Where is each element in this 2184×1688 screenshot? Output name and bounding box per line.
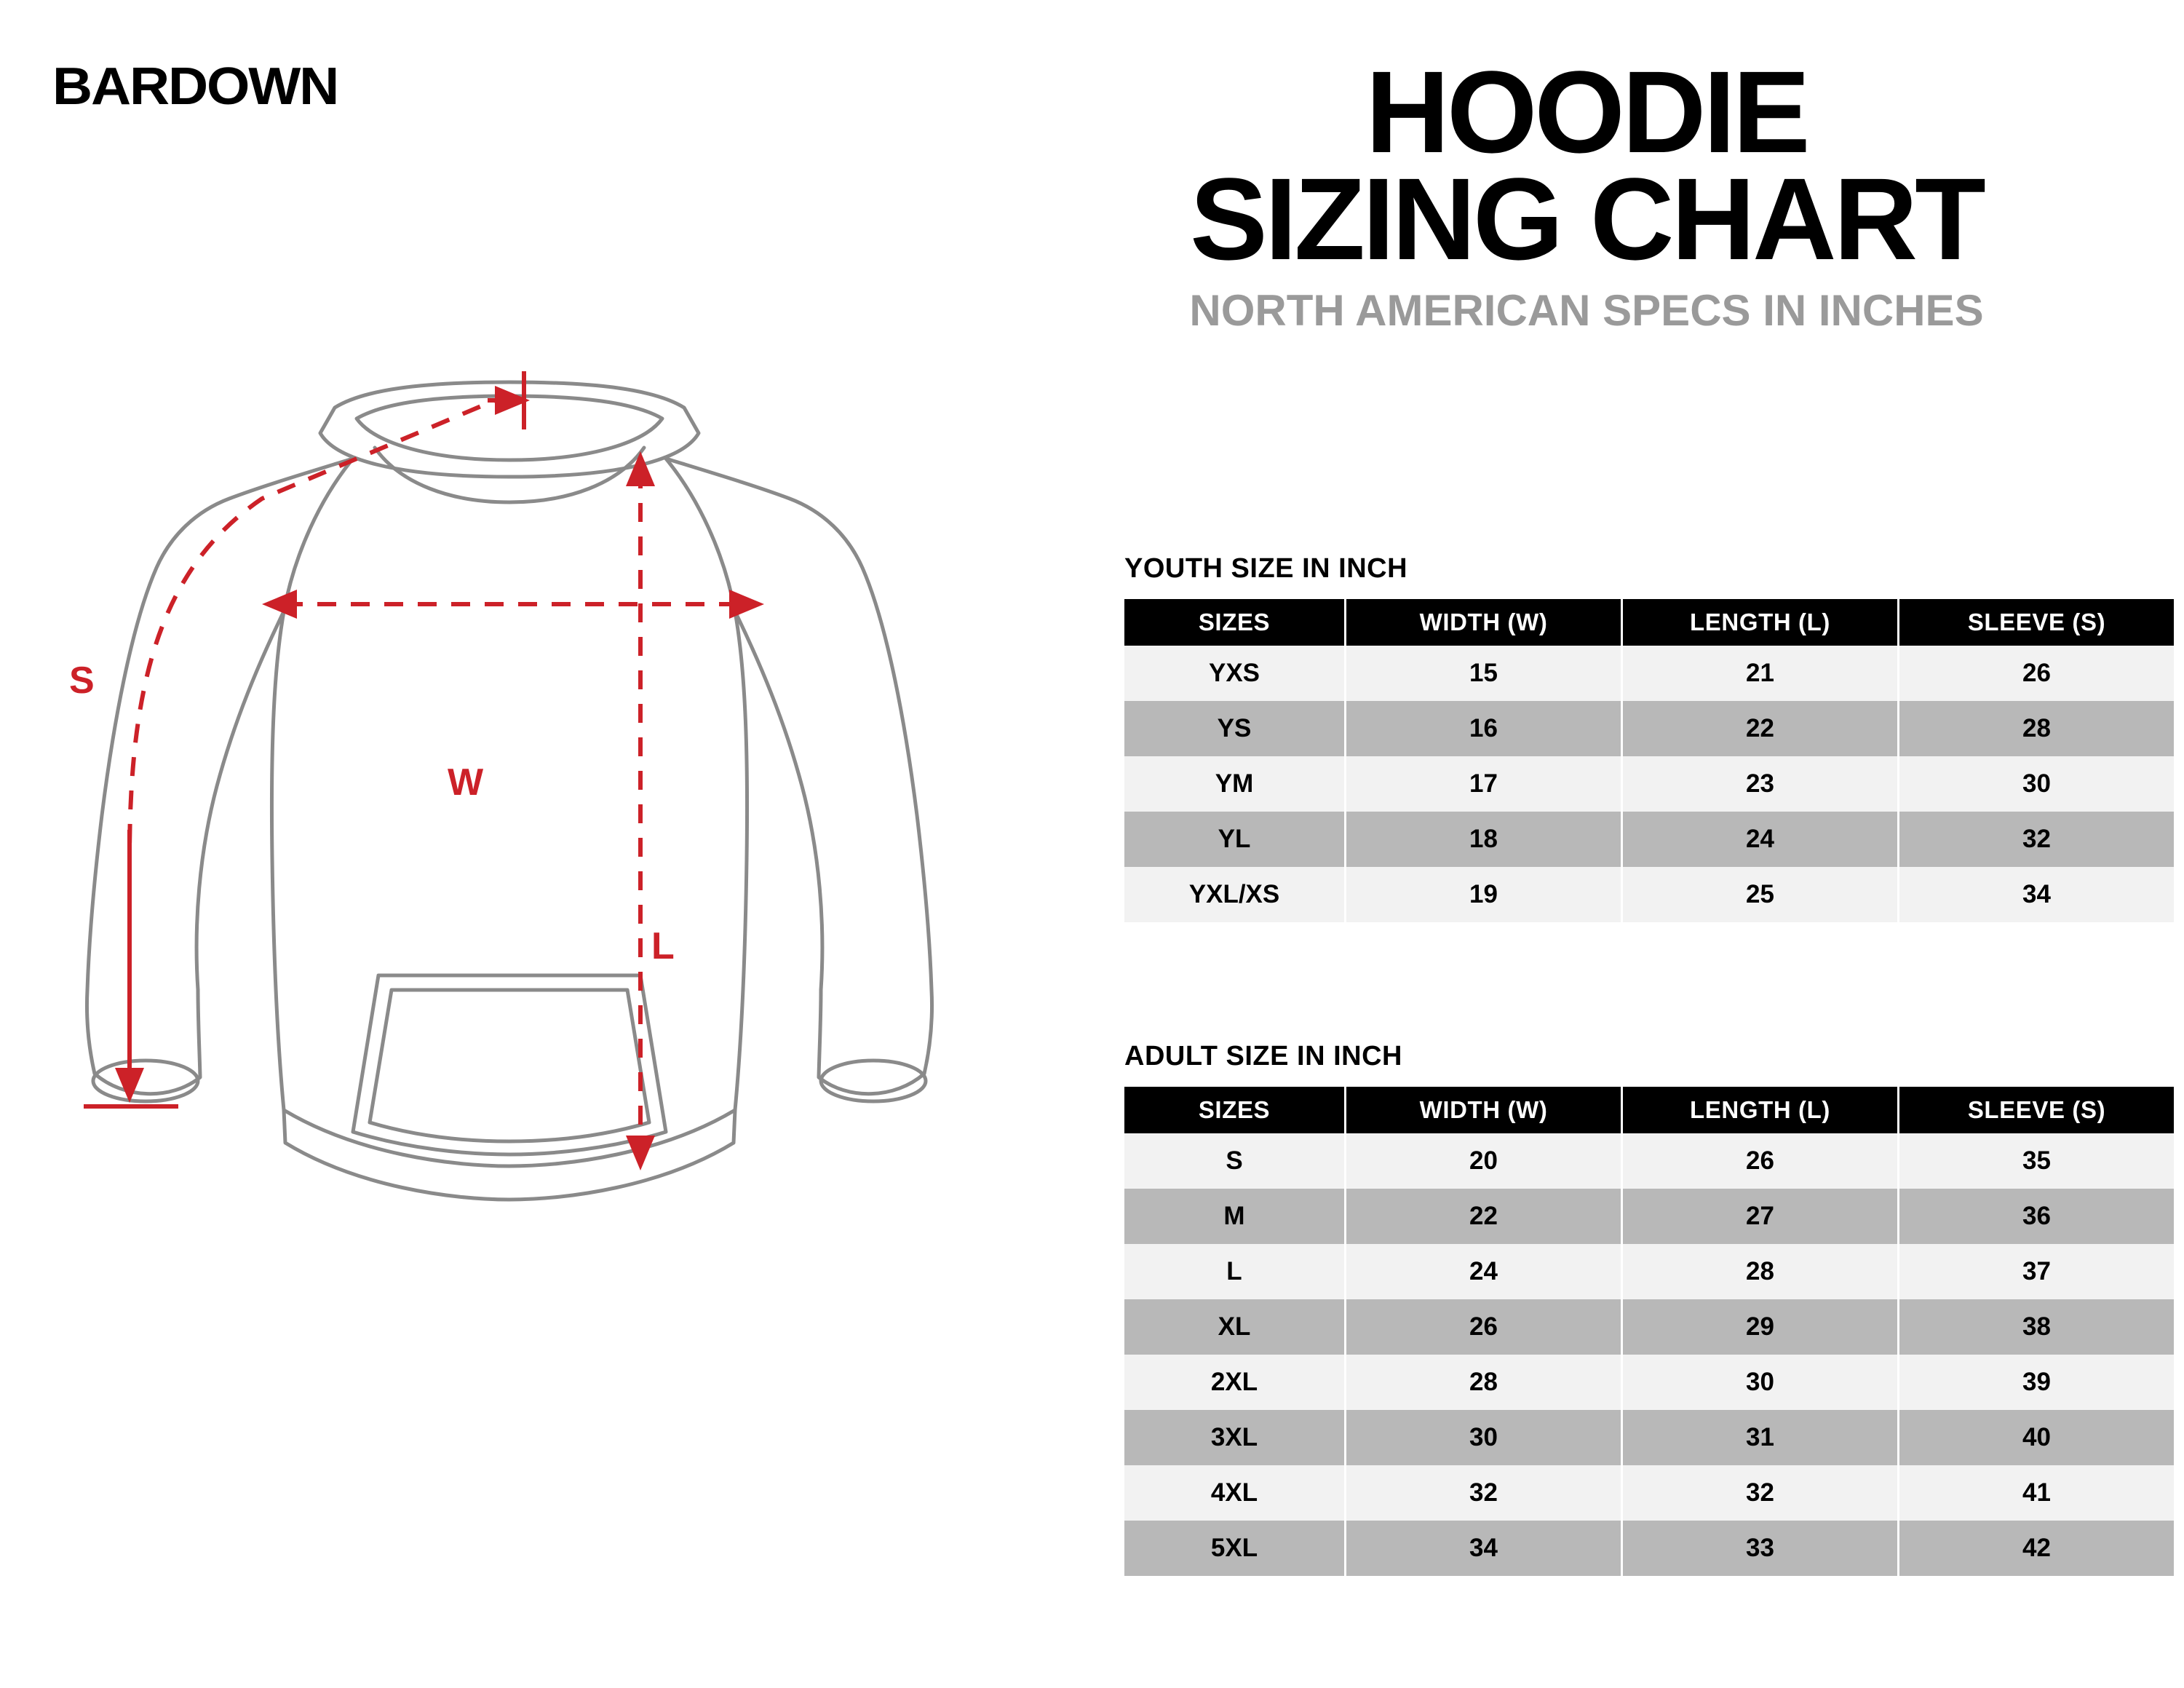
cell-length: 28	[1622, 1244, 1899, 1299]
cell-width: 28	[1346, 1355, 1622, 1410]
cell-size: S	[1124, 1133, 1346, 1189]
cell-sleeve: 36	[1899, 1189, 2175, 1244]
cell-length: 23	[1622, 756, 1899, 812]
cell-width: 16	[1346, 701, 1622, 756]
cell-length: 30	[1622, 1355, 1899, 1410]
cell-sleeve: 41	[1899, 1465, 2175, 1521]
cell-width: 15	[1346, 646, 1622, 701]
column-header-length: LENGTH (L)	[1622, 1087, 1899, 1133]
cell-sleeve: 38	[1899, 1299, 2175, 1355]
cell-length: 24	[1622, 812, 1899, 867]
table-row	[1124, 1465, 2174, 1521]
table-row	[1124, 867, 2174, 922]
hoodie-illustration	[44, 349, 1019, 1441]
cell-size: YS	[1124, 701, 1346, 756]
cell-size: YXL/XS	[1124, 867, 1346, 922]
cell-width: 26	[1346, 1299, 1622, 1355]
table-row	[1124, 1244, 2174, 1299]
cell-size: 2XL	[1124, 1355, 1346, 1410]
page-header	[1048, 47, 2125, 336]
page-title-line-2: SIZING CHART	[1190, 154, 1983, 285]
cell-width: 17	[1346, 756, 1622, 812]
cell-size: YM	[1124, 756, 1346, 812]
table-row	[1124, 1133, 2174, 1189]
cell-width: 24	[1346, 1244, 1622, 1299]
page-subtitle: NORTH AMERICAN SPECS IN INCHES	[1189, 286, 1984, 336]
cell-size: L	[1124, 1244, 1346, 1299]
column-header-width: WIDTH (W)	[1346, 599, 1622, 646]
youth-size-section	[1124, 553, 2161, 922]
column-header-sizes: SIZES	[1124, 599, 1346, 646]
cell-size: 3XL	[1124, 1410, 1346, 1465]
table-row	[1124, 1410, 2174, 1465]
page-title-line-1: HOODIE	[1365, 47, 1808, 177]
table-header-row	[1124, 1087, 2174, 1133]
cell-sleeve: 40	[1899, 1410, 2175, 1465]
adult-size-section	[1124, 1041, 2161, 1576]
column-header-sleeve: SLEEVE (S)	[1899, 599, 2175, 646]
cell-sleeve: 32	[1899, 812, 2175, 867]
cell-width: 30	[1346, 1410, 1622, 1465]
cell-length: 25	[1622, 867, 1899, 922]
cell-length: 33	[1622, 1521, 1899, 1576]
cell-length: 29	[1622, 1299, 1899, 1355]
table-row	[1124, 756, 2174, 812]
adult-size-table	[1124, 1087, 2174, 1576]
youth-table-caption: YOUTH SIZE IN INCH	[1124, 553, 1408, 584]
column-header-length: LENGTH (L)	[1622, 599, 1899, 646]
cell-width: 19	[1346, 867, 1622, 922]
cell-size: YXS	[1124, 646, 1346, 701]
adult-table-caption: ADULT SIZE IN INCH	[1124, 1041, 1402, 1071]
table-row	[1124, 701, 2174, 756]
cell-sleeve: 39	[1899, 1355, 2175, 1410]
table-row	[1124, 1299, 2174, 1355]
table-row	[1124, 1355, 2174, 1410]
cell-size: M	[1124, 1189, 1346, 1244]
cell-sleeve: 30	[1899, 756, 2175, 812]
column-header-width: WIDTH (W)	[1346, 1087, 1622, 1133]
table-row	[1124, 812, 2174, 867]
cell-size: YL	[1124, 812, 1346, 867]
table-row	[1124, 1189, 2174, 1244]
cell-sleeve: 34	[1899, 867, 2175, 922]
cell-length: 32	[1622, 1465, 1899, 1521]
cell-length: 26	[1622, 1133, 1899, 1189]
cell-width: 32	[1346, 1465, 1622, 1521]
cell-length: 22	[1622, 701, 1899, 756]
table-header-row	[1124, 599, 2174, 646]
cell-width: 18	[1346, 812, 1622, 867]
youth-size-table	[1124, 599, 2174, 922]
cell-size: 4XL	[1124, 1465, 1346, 1521]
cell-sleeve: 42	[1899, 1521, 2175, 1576]
cell-size: 5XL	[1124, 1521, 1346, 1576]
cell-width: 20	[1346, 1133, 1622, 1189]
cell-sleeve: 35	[1899, 1133, 2175, 1189]
column-header-sizes: SIZES	[1124, 1087, 1346, 1133]
length-dimension-label: L	[651, 925, 675, 967]
column-header-sleeve: SLEEVE (S)	[1899, 1087, 2175, 1133]
cell-length: 21	[1622, 646, 1899, 701]
cell-length: 31	[1622, 1410, 1899, 1465]
cell-size: XL	[1124, 1299, 1346, 1355]
cell-sleeve: 37	[1899, 1244, 2175, 1299]
cell-width: 22	[1346, 1189, 1622, 1244]
table-row	[1124, 646, 2174, 701]
cell-length: 27	[1622, 1189, 1899, 1244]
width-dimension-label: W	[448, 761, 484, 804]
table-row	[1124, 1521, 2174, 1576]
cell-width: 34	[1346, 1521, 1622, 1576]
sleeve-dimension-label: S	[69, 659, 95, 702]
cell-sleeve: 28	[1899, 701, 2175, 756]
brand-logo: BARDOWN	[52, 58, 338, 116]
cell-sleeve: 26	[1899, 646, 2175, 701]
